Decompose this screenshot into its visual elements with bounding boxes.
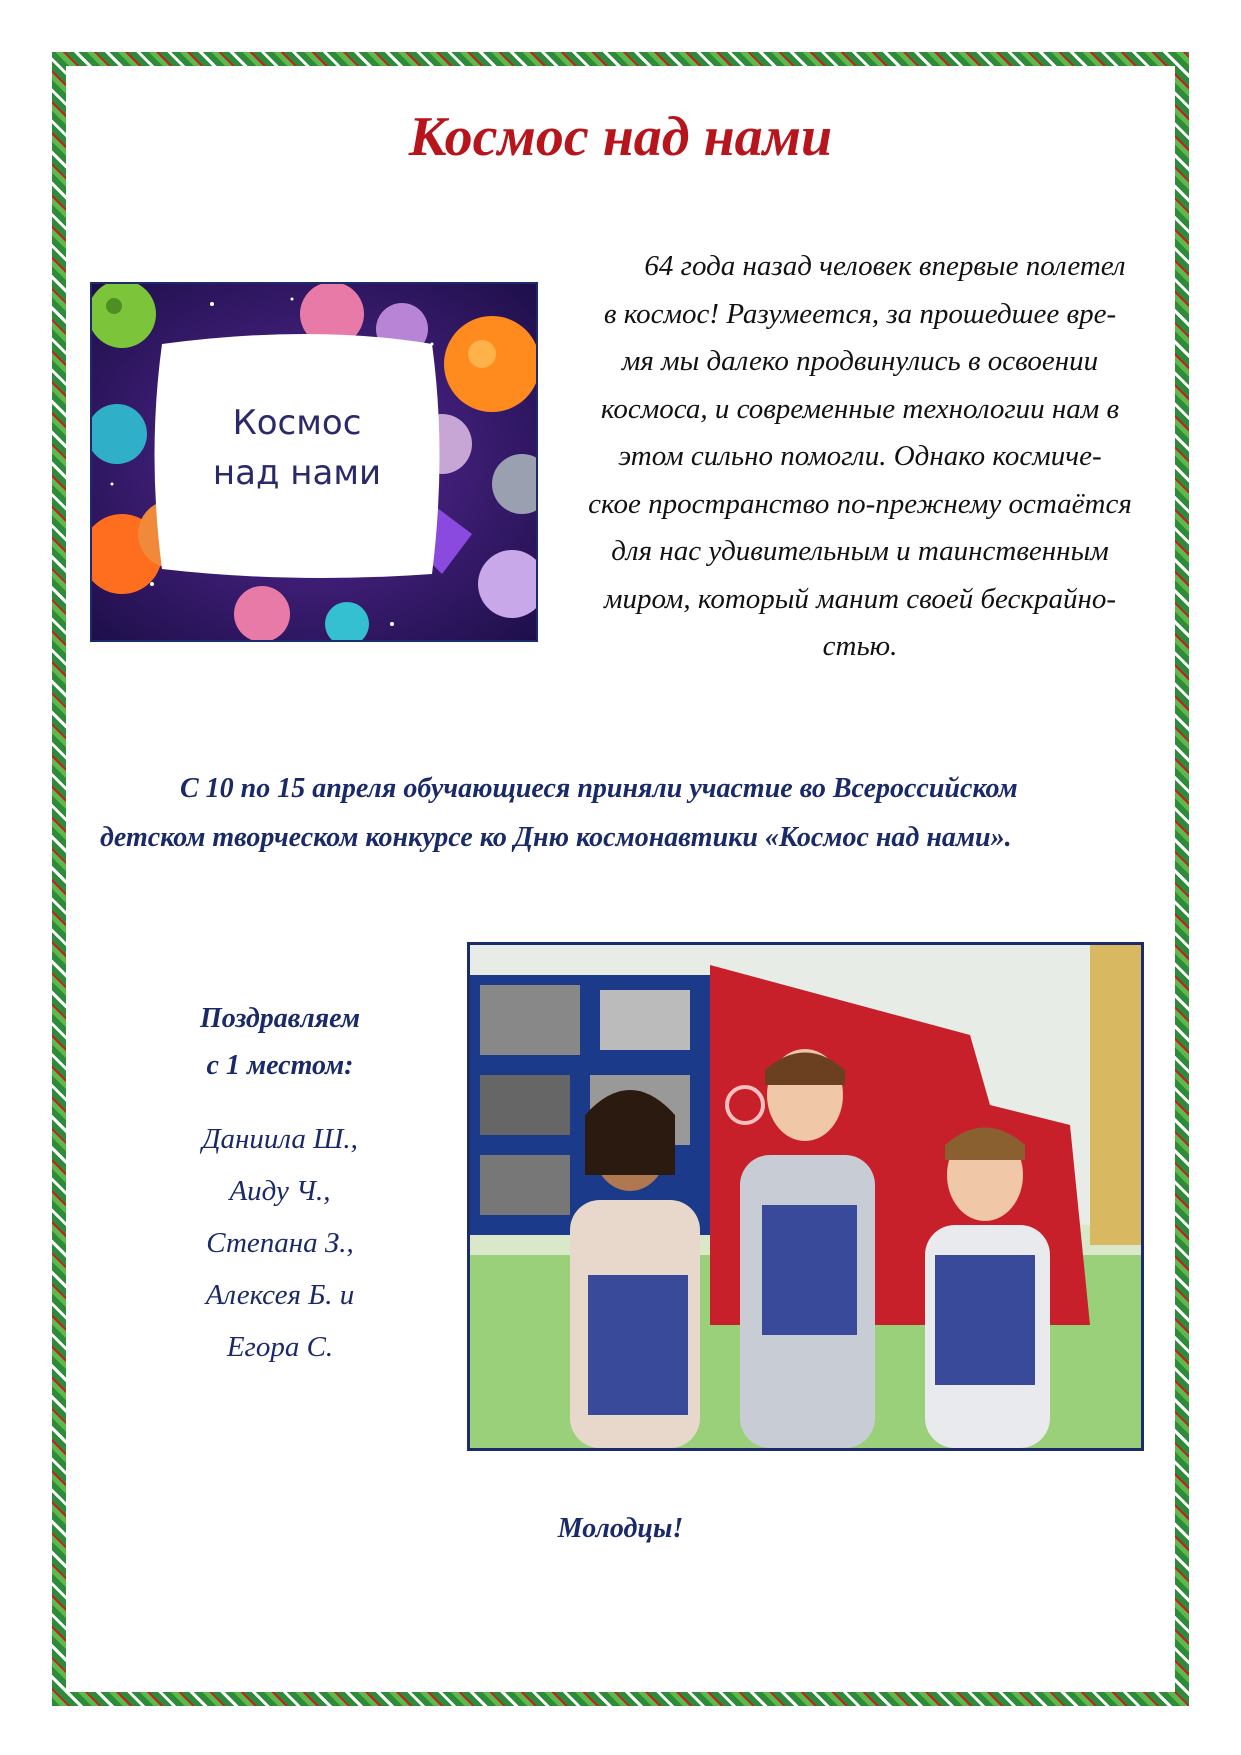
contest-line: С 10 по 15 апреля обучающиеся приняли участие во Всероссийском bbox=[180, 773, 1018, 804]
intro-line: стью. bbox=[822, 630, 898, 662]
space-illustration bbox=[90, 282, 538, 642]
congrats-line: Поздравляем bbox=[199, 1003, 361, 1034]
contest-line: детском творческом конкурсе ко Дню космонавтики «Космос над нами». bbox=[100, 822, 1012, 853]
intro-line: 64 года назад человек впервые полетел bbox=[644, 250, 1126, 282]
intro-line: в космос! Разумеется, за прошедшее вре- bbox=[603, 297, 1117, 330]
space-caption-line2: над нами bbox=[212, 453, 382, 493]
intro-line: для нас удивительным и таинственным bbox=[611, 535, 1109, 567]
intro-paragraph bbox=[560, 243, 1160, 671]
winner-item: Даниила Ш., bbox=[202, 1123, 358, 1155]
winner-item: Степана З., bbox=[206, 1227, 354, 1259]
space-caption-line1: Космос bbox=[232, 403, 362, 443]
contest-announcement bbox=[100, 764, 1140, 862]
intro-line: мя мы далеко продвинулись в освоении bbox=[621, 345, 1099, 377]
intro-line: этом сильно помогли. Однако космиче- bbox=[618, 440, 1102, 472]
congrats-heading bbox=[145, 995, 415, 1089]
page-title: Космос над нами bbox=[408, 106, 833, 168]
closing-text: Молодцы! bbox=[557, 1513, 684, 1544]
congrats-line: с 1 местом: bbox=[206, 1050, 354, 1081]
winners-list bbox=[145, 1113, 415, 1373]
intro-line: миром, который манит своей бескрайно- bbox=[603, 582, 1117, 615]
intro-line: космоса, и современные технологии нам в bbox=[600, 392, 1120, 425]
intro-line: ское пространство по-прежнему остаётся bbox=[588, 487, 1132, 520]
winners-photo bbox=[467, 942, 1144, 1451]
winner-item: Аиду Ч., bbox=[229, 1175, 331, 1207]
winner-item: Алексея Б. и bbox=[205, 1279, 355, 1311]
winner-item: Егора С. bbox=[226, 1331, 334, 1363]
